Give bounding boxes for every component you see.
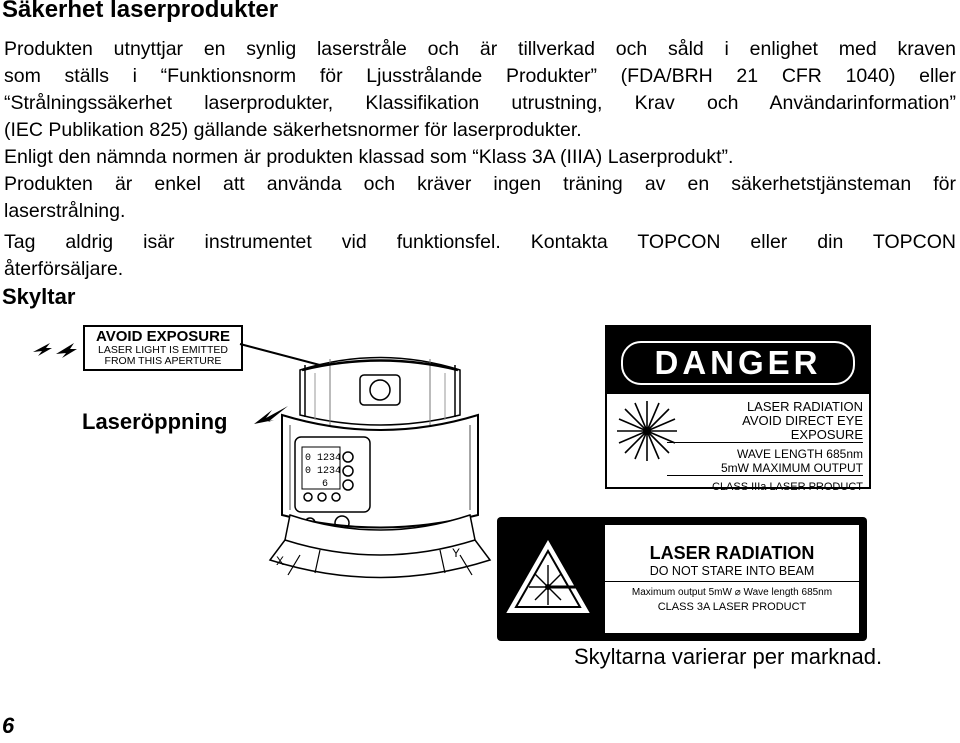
paragraph-intro (4, 36, 956, 144)
text-line: Enligt den nämnda normen är produkten klassad som “Klass 3A (IIIA) Laserprodukt”. (4, 146, 734, 168)
danger-line-4: 5mW MAXIMUM OUTPUT (667, 461, 863, 476)
danger-line-5: CLASS IIIa LASER PRODUCT (712, 481, 863, 493)
text-line: Tag aldrig isär instrumentet vid funktionsfel. Kontakta TOPCON eller din TOPCON (4, 231, 956, 253)
text-line: (IEC Publikation 825) gällande säkerhetsnormer för laserprodukter. (4, 119, 582, 141)
danger-banner (607, 327, 869, 394)
danger-line-2: AVOID DIRECT EYE EXPOSURE (667, 414, 863, 443)
laser-emission-icon (30, 338, 80, 360)
laser-device-illustration (260, 345, 500, 590)
danger-line-1: LASER RADIATION (746, 399, 863, 414)
footnote: Skyltarna varierar per marknad. (574, 644, 883, 669)
paragraph-class (4, 144, 956, 171)
laser-radiation-label (497, 517, 867, 641)
radiation-line-1: DO NOT STARE INTO BEAM (605, 563, 859, 582)
display-value-3: 6 (322, 479, 329, 490)
paragraph-service (4, 229, 956, 283)
axis-y-label: Y (452, 546, 461, 560)
section-subtitle: Skyltar (2, 284, 76, 309)
display-value-1: 0 1234 (305, 453, 342, 464)
page-number: 6 (2, 713, 15, 738)
avoid-line-1: LASER LIGHT IS EMITTED (98, 344, 228, 356)
avoid-heading: AVOID EXPOSURE (96, 328, 230, 345)
text-line: “Strålningssäkerhet laserprodukter, Klassifikation utrustning, Krav och Användarinformation” (4, 92, 956, 114)
text-line: som ställs i “Funktionsnorm för Ljusstrålande Produkter” (FDA/BRH 21 CFR 1040) eller (4, 65, 956, 87)
radiation-line-2: Maximum output 5mW ⌀ Wave length 685nm (631, 587, 833, 598)
radiation-line-3: CLASS 3A LASER PRODUCT (657, 601, 807, 613)
laser-warning-triangle-icon (505, 539, 591, 615)
paragraph-training (4, 171, 956, 225)
axis-x-label: X (276, 554, 285, 568)
danger-label (605, 325, 871, 493)
page-title: Säkerhet laserprodukter (2, 0, 279, 23)
aperture-caption: Laseröppning (82, 409, 228, 434)
display-value-2: 0 1234 (305, 466, 342, 477)
text-line: laserstrålning. (4, 200, 126, 222)
radiation-heading: LASER RADIATION (649, 543, 815, 563)
danger-line-3: WAVE LENGTH 685nm (736, 447, 863, 461)
danger-text (667, 400, 863, 494)
avoid-line-2: FROM THIS APERTURE (104, 355, 222, 367)
avoid-exposure-label (83, 325, 243, 371)
danger-heading: DANGER (621, 341, 855, 385)
text-line: återförsäljare. (4, 258, 124, 280)
text-line: Produkten är enkel att använda och kräver ingen träning av en säkerhetstjänsteman för (4, 173, 956, 195)
radiation-text-panel (605, 525, 859, 633)
text-line: Produkten utnyttjar en synlig laserstråle och är tillverkad och såld i enlighet med kraven (4, 38, 956, 60)
